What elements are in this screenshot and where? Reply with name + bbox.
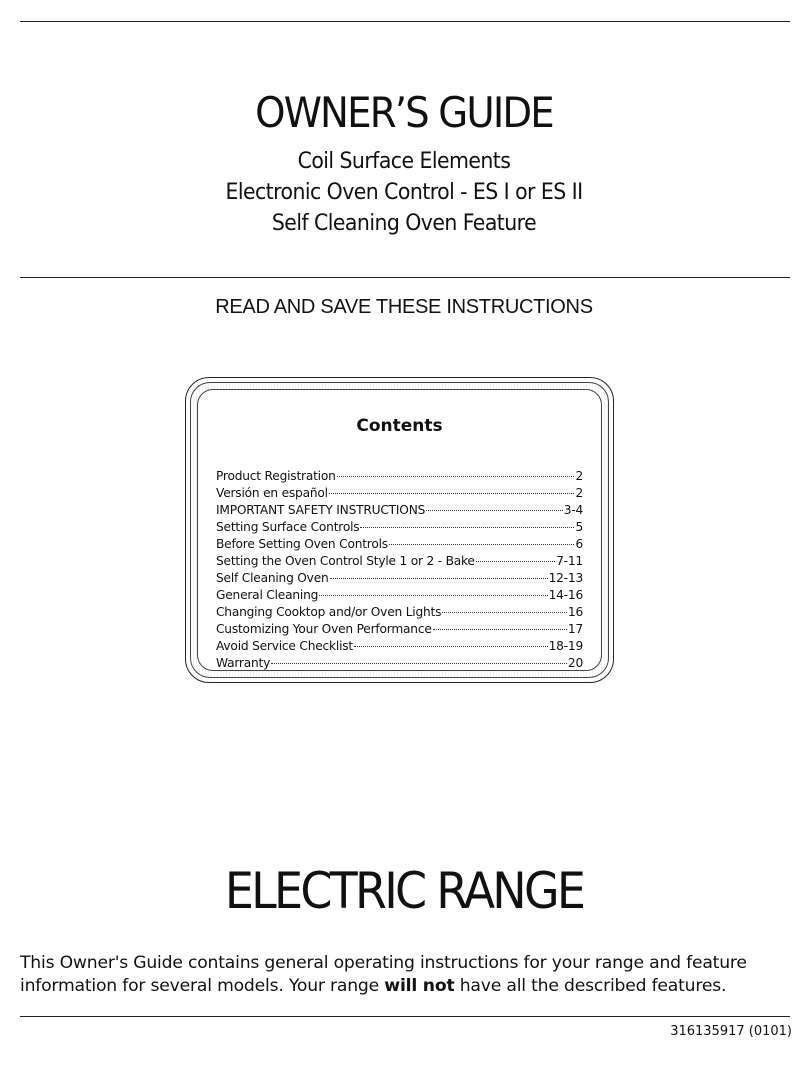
toc-dot-leader	[354, 646, 548, 647]
toc-entry-page: 14-16	[548, 588, 583, 602]
toc-dot-leader	[360, 527, 574, 528]
toc-entry-title: Customizing Your Oven Performance	[216, 622, 432, 636]
table-of-contents	[216, 468, 583, 672]
contents-box-border	[190, 382, 609, 678]
toc-entry-page: 5	[575, 520, 583, 534]
toc-row	[216, 502, 583, 519]
toc-entry-title: Versión en español	[216, 486, 328, 500]
toc-row	[216, 570, 583, 587]
page-title: OWNER’S GUIDE	[255, 88, 553, 137]
intro-text-end: have all the described features.	[454, 976, 727, 996]
toc-row	[216, 519, 583, 536]
toc-dot-leader	[426, 510, 563, 511]
toc-entry-page: 2	[575, 486, 583, 500]
toc-entry-page: 2	[575, 469, 583, 483]
toc-entry-title: Changing Cooktop and/or Oven Lights	[216, 605, 442, 619]
toc-entry-page: 12-13	[548, 571, 583, 585]
middle-rule	[20, 277, 790, 278]
toc-entry-title: Warranty	[216, 656, 271, 670]
toc-entry-title: General Cleaning	[216, 588, 319, 602]
intro-paragraph	[20, 952, 795, 998]
intro-text: This Owner's Guide contains general operating instructions for your range and feature information for several models. Your range	[20, 953, 747, 996]
toc-entry-title: Setting Surface Controls	[216, 520, 360, 534]
toc-row	[216, 468, 583, 485]
contents-box	[185, 377, 614, 683]
toc-dot-leader	[337, 476, 575, 477]
toc-dot-leader	[389, 544, 574, 545]
toc-row	[216, 655, 583, 672]
toc-row	[216, 638, 583, 655]
toc-row	[216, 485, 583, 502]
toc-dot-leader	[476, 561, 555, 562]
toc-row	[216, 536, 583, 553]
subtitle-line-3: Self Cleaning Oven Feature	[271, 211, 537, 236]
toc-row	[216, 587, 583, 604]
toc-entry-title: Product Registration	[216, 469, 336, 483]
toc-entry-title: Avoid Service Checklist	[216, 639, 353, 653]
toc-dot-leader	[442, 612, 567, 613]
toc-entry-title: Before Setting Oven Controls	[216, 537, 388, 551]
top-rule	[20, 21, 790, 22]
toc-dot-leader	[433, 629, 567, 630]
toc-dot-leader	[330, 578, 548, 579]
bottom-rule	[20, 1016, 790, 1017]
toc-dot-leader	[329, 493, 575, 494]
toc-entry-page: 18-19	[548, 639, 583, 653]
toc-entry-page: 6	[575, 537, 583, 551]
toc-entry-page: 7-11	[556, 554, 583, 568]
intro-emphasis: will not	[384, 976, 455, 996]
toc-dot-leader	[319, 595, 547, 596]
subtitle-line-2: Electronic Oven Control - ES I or ES II	[225, 180, 583, 205]
toc-entry-page: 3-4	[563, 503, 583, 517]
toc-entry-page: 17	[567, 622, 583, 636]
toc-dot-leader	[271, 663, 567, 664]
toc-entry-title: Setting the Oven Control Style 1 or 2 - Bake	[216, 554, 475, 568]
part-number: 316135917 (0101)	[670, 1024, 792, 1039]
toc-entry-page: 16	[567, 605, 583, 619]
toc-row	[216, 604, 583, 621]
toc-row	[216, 621, 583, 638]
contents-box-panel	[197, 389, 602, 671]
contents-heading: Contents	[356, 416, 443, 436]
subtitle-line-1: Coil Surface Elements	[297, 149, 511, 174]
toc-entry-page: 20	[567, 656, 583, 670]
product-title: ELECTRIC RANGE	[224, 862, 584, 920]
toc-entry-title: Self Cleaning Oven	[216, 571, 329, 585]
toc-entry-title: IMPORTANT SAFETY INSTRUCTIONS	[216, 503, 426, 517]
read-save-notice: READ AND SAVE THESE INSTRUCTIONS	[215, 296, 593, 318]
toc-row	[216, 553, 583, 570]
